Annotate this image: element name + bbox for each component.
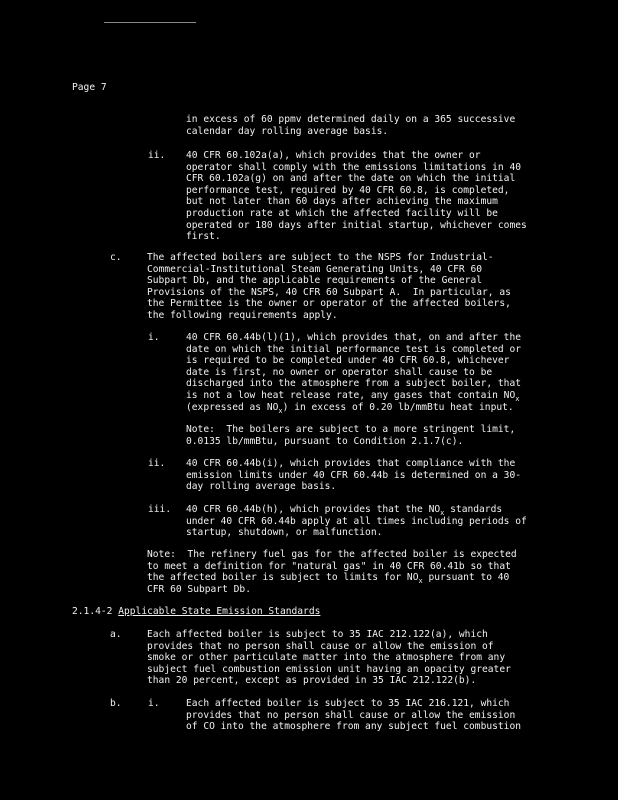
item-b-i-label: i. — [148, 698, 160, 709]
c-i-text: 40 CFR 60.44b(l)(1), which provides that, on and after the date on which the initial performance test is completed or is required to be completed under 40 CFR 60.8, whichever date is first, no owner or operator shall cause to be discharged into the atmosphere from a subject boiler, that is not a low heat release rate, any gases that contain $NO_x$ (expressed as $NO_x$) in excess of 0.20 lb/mmBtu heat input. — [186, 332, 522, 415]
para-c-text: The affected boilers are subject to the NSPS for Industrial- Commercial-Institutional Steam Generating Units, 40 CFR 60 Subpart Db, and the applicable requirements of the General Provisions of the NSPS, 40 CFR 60 Subpart A. In particular, as the Permittee is the owner or operator of the affected boilers, the following requirements apply. — [147, 252, 511, 321]
page-number: Page 7 — [72, 82, 107, 93]
c-ii-text: 40 CFR 60.44b(i), which provides that compliance with the emission limits under 40 CFR 60.44b is determined on a 30- day rolling average basis. — [186, 458, 522, 493]
c-iii-label: iii. — [148, 504, 172, 515]
c-i-label: i. — [148, 332, 160, 343]
item-a-text: Each affected boiler is subject to 35 IAC 212.122(a), which provides that no person shall cause or allow the emission of smoke or other particulate matter into the atmosphere from any subject fuel combustion emission unit having an opacity greater than 20 percent, except as provided in 35 IAC 212.122(b). — [147, 629, 511, 687]
item-b-label: b. — [110, 698, 122, 709]
fuel-gas-note: Note: The refinery fuel gas for the affected boiler is expected to meet a definition for "natural gas" in 40 CFR 60.41b so that the affected boiler is subject to limits for $NO_x$ pursuant to 40 CFR 60 Subpart Db. — [147, 549, 517, 595]
c-i-note: Note: The boilers are subject to a more stringent limit, 0.0135 lb/mmBtu, pursuant to Condition 2.1.7(c). — [186, 424, 516, 447]
item-b-text: Each affected boiler is subject to 35 IAC 216.121, which provides that no person shall cause or allow the emission of CO into the atmosphere from any subject fuel combustion — [186, 698, 522, 733]
item-ii-text: 40 CFR 60.102a(a), which provides that the owner or operator shall comply with the emissions limitations in 40 CFR 60.102a(g) on and after the date on which the initial performance test, required by 40 CFR 60.8, is completed, but not later than 60 days after achieving the maximum production rate at which the affected facility will be operated or 180 days after initial startup, whichever comes first. — [186, 150, 527, 243]
c-iii-text: 40 CFR 60.44b(h), which provides that the $NO_x$ standards under 40 CFR 60.44b apply at all times including periods of startup, shutdown, or malfunction. — [186, 504, 527, 539]
header-rule — [104, 22, 196, 23]
section-heading: 2.1.4-2 Applicable State Emission Standards — [72, 606, 321, 617]
item-a-label: a. — [110, 629, 122, 640]
c-ii-label: ii. — [148, 458, 166, 469]
item-ii-label: ii. — [148, 150, 166, 161]
item-i-continuation: in excess of 60 ppmv determined daily on a 365 successive calendar day rolling average basis. — [186, 114, 516, 137]
para-c-label: c. — [110, 252, 122, 263]
